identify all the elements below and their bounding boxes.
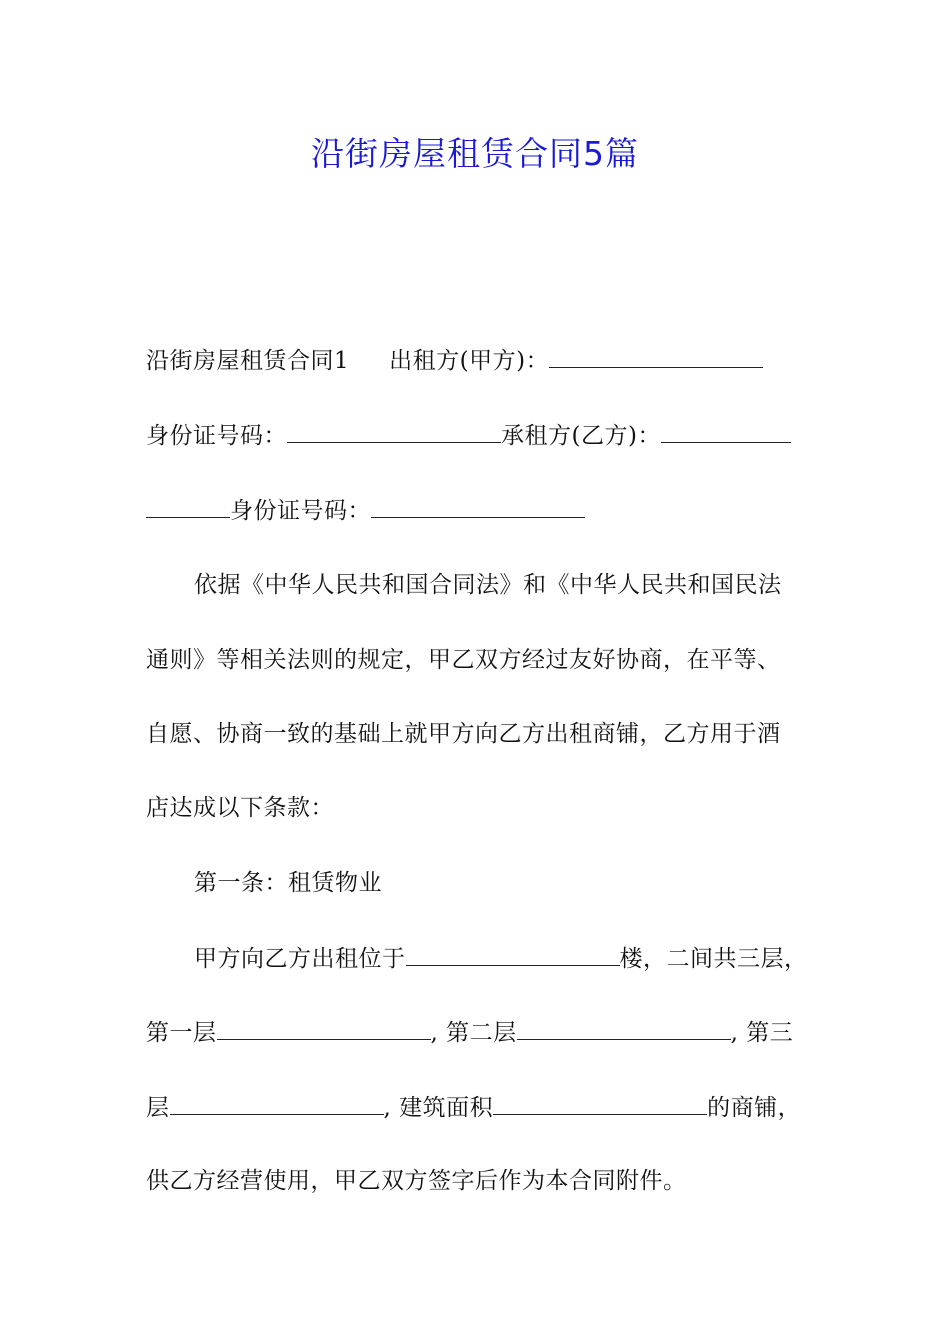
document-title: 沿街房屋租赁合同5篇 xyxy=(311,134,639,173)
lessor-id-blank xyxy=(287,420,501,443)
lessor-id-line xyxy=(146,420,791,451)
contract-header-line xyxy=(146,345,763,376)
lessee-label: 承租方(乙方)： xyxy=(501,423,661,449)
article-text: 层 xyxy=(146,1095,170,1121)
paragraph-line: 店达成以下条款： xyxy=(146,795,334,821)
article-text: 甲方向乙方出租位于 xyxy=(194,946,406,972)
lessor-label: 出租方(甲方)： xyxy=(389,348,550,374)
article-line xyxy=(146,1017,793,1048)
floor1-blank xyxy=(217,1017,431,1040)
article-heading: 第一条：租赁物业 xyxy=(194,870,382,896)
lessee-blank xyxy=(661,420,791,443)
area-blank xyxy=(493,1092,707,1115)
article-text: , 建筑面积 xyxy=(383,1095,494,1121)
contract-heading: 沿街房屋租赁合同1 xyxy=(146,348,350,374)
paragraph-line: 通则》等相关法则的规定，甲乙双方经过友好协商，在平等、 xyxy=(146,647,781,673)
floor2-blank xyxy=(517,1017,731,1040)
article-text: 第一层 xyxy=(146,1020,217,1046)
lessor-blank xyxy=(549,345,763,368)
lessee-id-blank xyxy=(371,495,585,518)
lessee-blank-cont xyxy=(146,495,230,518)
lessee-id-line xyxy=(146,495,585,526)
article-text: 楼，二间共三层， xyxy=(619,946,808,972)
lessor-id-label: 身份证号码： xyxy=(146,423,287,449)
article-text: , 第二层 xyxy=(430,1020,517,1046)
floor3-blank xyxy=(170,1092,384,1115)
location-blank xyxy=(406,943,620,966)
article-line xyxy=(194,943,808,974)
article-text: 的商铺， xyxy=(707,1095,802,1121)
article-text: , 第三 xyxy=(730,1020,794,1046)
article-line xyxy=(146,1092,801,1123)
paragraph-line: 自愿、协商一致的基础上就甲方向乙方出租商铺，乙方用于酒 xyxy=(146,721,781,747)
article-line: 供乙方经营使用，甲乙双方签字后作为本合同附件。 xyxy=(146,1168,687,1194)
lessee-id-label: 身份证号码： xyxy=(230,498,371,524)
paragraph-line: 依据《中华人民共和国合同法》和《中华人民共和国民法 xyxy=(194,572,782,598)
